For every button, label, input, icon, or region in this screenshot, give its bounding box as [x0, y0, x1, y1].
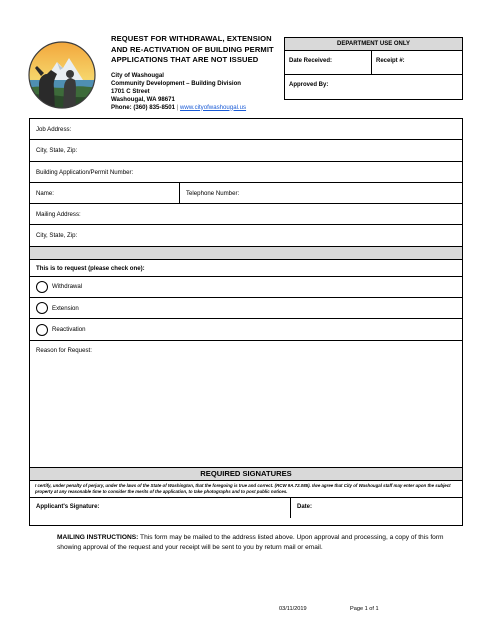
org-line: City of Washougal	[111, 71, 164, 79]
required-signatures-heading: REQUIRED SIGNATURES	[30, 468, 462, 481]
organization-info	[111, 72, 283, 112]
title-line: APPLICATIONS THAT ARE NOT ISSUED	[111, 55, 259, 64]
receipt-field[interactable]: Receipt #:	[376, 58, 405, 64]
mailing-instructions	[57, 533, 452, 553]
page-number: Page 1 of 1	[350, 606, 379, 612]
option-label: Withdrawal	[52, 283, 83, 291]
mailing-city-state-zip-field[interactable]: City, State, Zip:	[30, 225, 462, 246]
phone-number: Phone: (360) 835-8501	[111, 103, 176, 111]
mailing-instructions-text: This form may be mailed to the address listed above. Upon approval and processing, a copy of this form showing approval of the request and your receipt will be sent to you by return mail or email.	[57, 534, 444, 551]
option-reactivation[interactable]	[30, 319, 462, 340]
radio-circle-icon[interactable]	[36, 324, 48, 336]
option-extension[interactable]	[30, 298, 462, 319]
name-field[interactable]: Name:	[30, 183, 180, 203]
city-logo	[27, 40, 97, 110]
mailing-address-field[interactable]: Mailing Address:	[30, 204, 462, 225]
department-use-title: DEPARTMENT USE ONLY	[285, 38, 462, 51]
request-heading: This is to request (please check one):	[30, 260, 462, 277]
building-application-number-field[interactable]: Building Application/Permit Number:	[30, 162, 462, 183]
form-title	[111, 34, 283, 66]
option-label: Extension	[52, 304, 79, 312]
certification-text: I certify, under penalty of perjury, under the laws of the State of Washington, that the foregoing is true and correct. (RCW 9A.72.085). I/we agree that City of Washougal staff may enter upon the subject property at any reasonable time to consider the merits of the application, to take photographs and to post public notices.	[30, 481, 462, 498]
org-line: Washougal, WA 98671	[111, 95, 175, 103]
option-label: Reactivation	[52, 326, 86, 334]
application-form	[29, 118, 463, 526]
title-line: REQUEST FOR WITHDRAWAL, EXTENSION	[111, 34, 272, 43]
form-header	[111, 34, 283, 112]
reason-for-request-field[interactable]	[30, 341, 462, 468]
option-withdrawal[interactable]	[30, 277, 462, 298]
applicant-signature-field[interactable]: Applicant's Signature:	[30, 498, 291, 518]
section-divider	[30, 247, 462, 260]
revision-date: 03/11/2019	[279, 606, 307, 612]
mailing-instructions-label: MAILING INSTRUCTIONS:	[57, 534, 139, 541]
radio-circle-icon[interactable]	[36, 281, 48, 293]
reason-label: Reason for Request:	[36, 346, 92, 354]
telephone-field[interactable]: Telephone Number:	[186, 189, 240, 197]
signature-row	[30, 498, 462, 518]
radio-circle-icon[interactable]	[36, 302, 48, 314]
separator: |	[176, 103, 179, 111]
org-line: 1701 C Street	[111, 87, 150, 95]
date-received-field[interactable]: Date Received:	[285, 51, 372, 74]
department-use-box	[284, 37, 463, 100]
title-line: AND RE-ACTIVATION OF BUILDING PERMIT	[111, 44, 274, 54]
name-phone-row	[30, 183, 462, 204]
job-address-field[interactable]: Job Address:	[30, 119, 462, 140]
signature-date-field[interactable]: Date:	[297, 503, 313, 510]
dept-row	[285, 75, 462, 99]
dept-row	[285, 51, 462, 75]
city-state-zip-field[interactable]: City, State, Zip:	[30, 140, 462, 161]
approved-by-field[interactable]: Approved By:	[289, 82, 329, 88]
website-link[interactable]: www.cityofwashougal.us	[180, 103, 247, 111]
contact-line	[111, 104, 283, 112]
org-line: Community Development – Building Division	[111, 79, 242, 87]
